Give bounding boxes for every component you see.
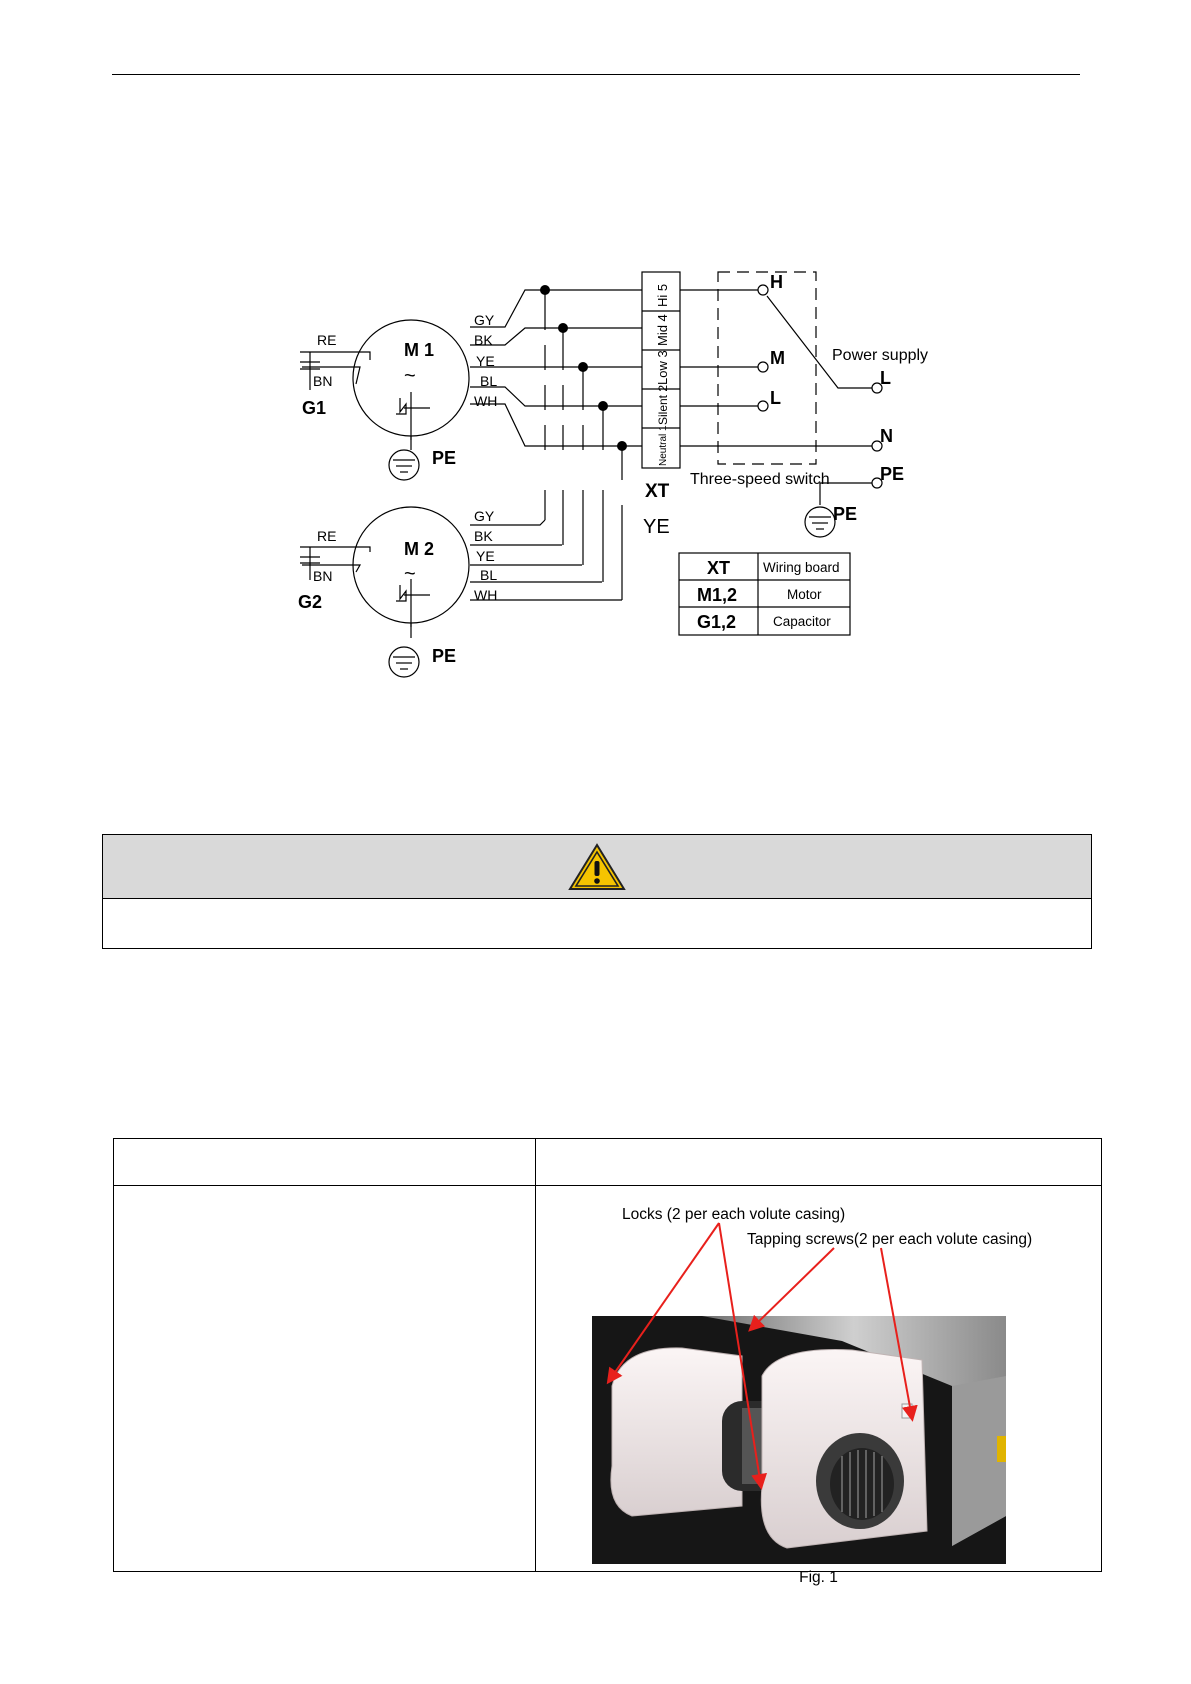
power-l: L (880, 368, 891, 388)
m1-lead-bk: BK (474, 332, 493, 348)
m2-cap-lead-bn: BN (313, 568, 333, 584)
terminal-board-sublabel: YE (643, 516, 670, 538)
switch-label: Three-speed switch (690, 471, 830, 488)
m1-cap-lead-re: RE (317, 332, 337, 348)
figure-caption: Fig. 1 (799, 1569, 838, 1586)
supply-earth-label: PE (833, 504, 858, 524)
terminal-hi: Hi 5 (655, 283, 670, 307)
warning-triangle-icon (567, 842, 627, 892)
m1-cap-lead-bn: BN (313, 373, 333, 389)
motor1-tilde: ~ (404, 365, 416, 387)
motor1-label: M 1 (404, 340, 435, 360)
motor2-thermal-symbol (396, 579, 430, 627)
switch-blade (767, 296, 872, 388)
vertical-bus-lines (545, 290, 622, 600)
switch-pos-h: H (770, 272, 783, 292)
callout-locks: Locks (2 per each volute casing) (622, 1206, 846, 1223)
warning-header (103, 835, 1091, 899)
legend-desc-m: Motor (787, 587, 822, 602)
m1-lead-ye: YE (476, 353, 495, 369)
earth-ground-icon (389, 647, 419, 677)
power-supply-label: Power supply (832, 347, 929, 364)
earth-ground-icon (389, 450, 419, 480)
warning-box (102, 834, 1092, 949)
earth-ground-icon (805, 507, 835, 537)
power-n: N (880, 426, 893, 446)
legend-code-g: G1,2 (697, 612, 737, 632)
m2-cap-label: G2 (298, 592, 323, 612)
m2-earth-label: PE (432, 646, 457, 666)
legend-desc-g: Capacitor (773, 614, 831, 629)
warning-body (103, 899, 1091, 950)
callout-screws: Tapping screws(2 per each volute casing) (747, 1231, 1033, 1248)
disassembly-steps-table (113, 1138, 1102, 1586)
switch-pos-l: L (770, 388, 781, 408)
legend-code-xt: XT (707, 558, 731, 578)
legend-desc-xt: Wiring board (763, 560, 840, 575)
terminal-neutral: Neutral 1 (658, 425, 669, 466)
terminal-low: Low 3 (655, 350, 670, 385)
motor2-tilde: ~ (404, 563, 416, 585)
power-pe: PE (880, 464, 905, 484)
switch-pos-m: M (770, 348, 785, 368)
m1-earth-label: PE (432, 448, 457, 468)
m2-lead-bl: BL (480, 567, 498, 583)
m2-lead-bk: BK (474, 528, 493, 544)
figure-cell (536, 1186, 1101, 1586)
m2-lead-wh: WH (474, 587, 498, 603)
callout-arrows (536, 1186, 1101, 1571)
terminal-silent: Silent 2 (656, 384, 670, 425)
m2-cap-lead-re: RE (317, 528, 337, 544)
motor1-thermal-symbol (396, 392, 430, 440)
m2-lead-gy: GY (474, 508, 495, 524)
m1-cap-label: G1 (302, 398, 327, 418)
terminal-board-label: XT (645, 481, 670, 502)
terminal-mid: Mid 4 (655, 314, 670, 346)
motor2-label: M 2 (404, 539, 435, 559)
wiring-diagram (0, 0, 1191, 720)
m1-lead-gy: GY (474, 312, 495, 328)
m2-lead-ye: YE (476, 548, 495, 564)
m1-lead-bl: BL (480, 373, 498, 389)
legend-code-m: M1,2 (697, 585, 738, 605)
m1-lead-wh: WH (474, 393, 498, 409)
